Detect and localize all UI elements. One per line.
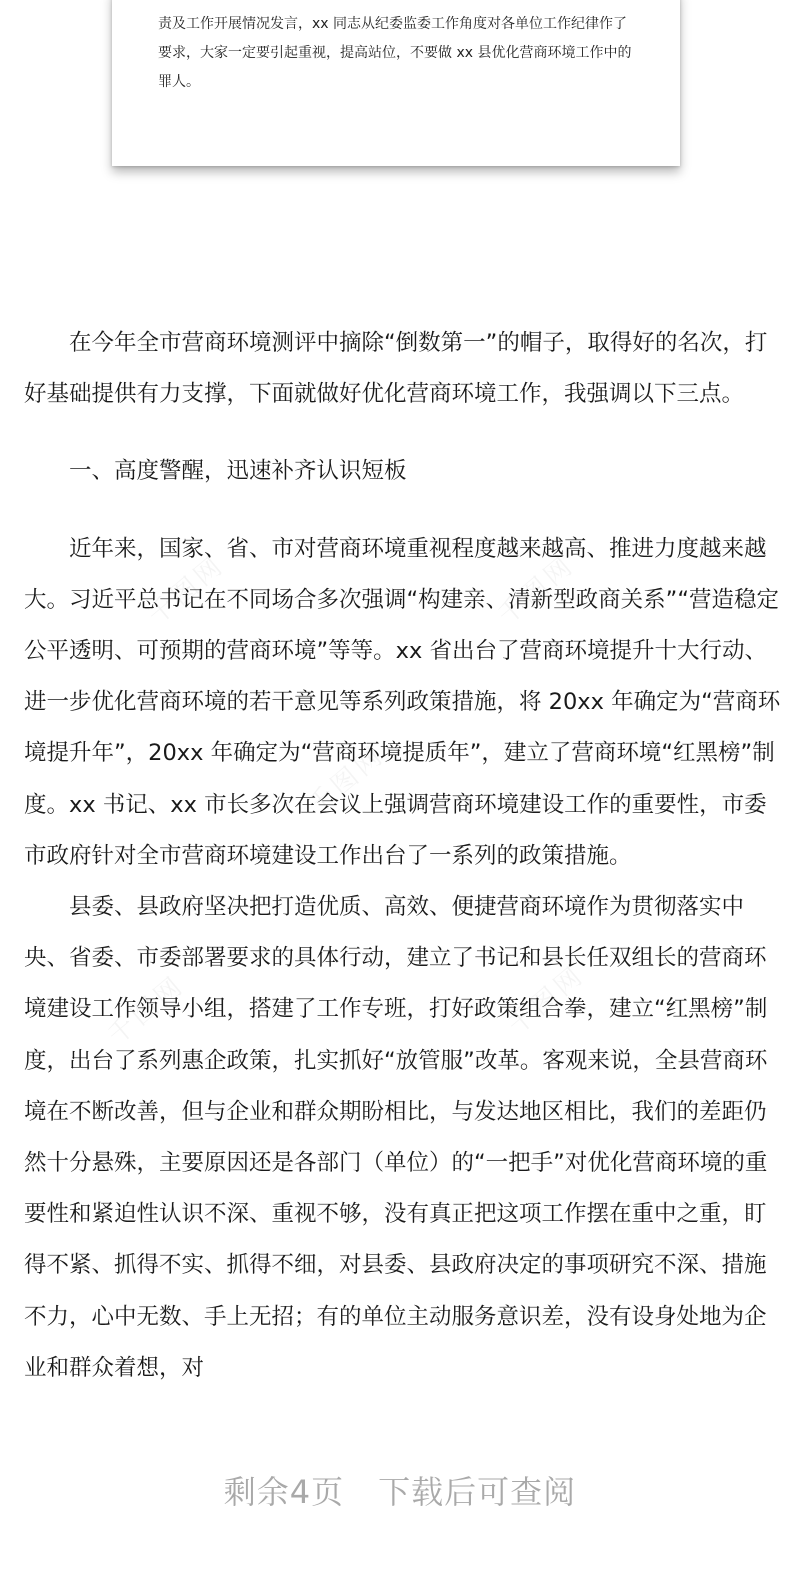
preview-card-text: 责及工作开展情况发言，xx 同志从纪委监委工作角度对各单位工作纪律作了要求，大家一定要引起重视，提高站位，不要做 xx 县优化营商环境工作中的罪人。 [158, 16, 632, 90]
preview-page-card [112, 0, 680, 166]
paragraph-intro: 在今年全市营商环境测评中摘除“倒数第一”的帽子，取得好的名次，打好基础提供有力支撑，下面就做好优化营商环境工作，我强调以下三点。 [24, 330, 768, 408]
paragraph-background: 近年来，国家、省、市对营商环境重视程度越来越高、推进力度越来越大。习近平总书记在不同场合多次强调“构建亲、清新型政商关系”“营造稳定公平透明、可预期的营商环境”等等。xx 省出台了营商环境提升十大行动、进一步优化营商环境的若干意见等系列政策措施，将 20xx 年确定为“营商环境提升年”，20xx 年确定为“营商环境提质年”，建立了营商环境“红黑榜”制度。xx 书记、xx 市长多次在会议上强调营商环境建设工作的重要性，市委市政府针对全市营商环境建设工作出台了一系列的政策措施。 [24, 535, 781, 869]
remaining-pages-label: 剩余4页 [223, 1473, 345, 1511]
paragraph-county: 县委、县政府坚决把打造优质、高效、便捷营商环境作为贯彻落实中央、省委、市委部署要求的具体行动，建立了书记和县长任双组长的营商环境建设工作领导小组，搭建了工作专班，打好政策组合拳，建立“红黑榜”制度，出台了系列惠企政策，扎实抓好“放管服”改革。客观来说，全县营商环境在不断改善，但与企业和群众期盼相比，与发达地区相比，我们的差距仍然十分悬殊，主要原因还是各部门（单位）的“一把手”对优化营商环境的重要性和紧迫性认识不深、重视不够，没有真正把这项工作摆在重中之重，盯得不紧、抓得不实、抓得不细，对县委、县政府决定的事项研究不深、措施不力，心中无数、手上无招；有的单位主动服务意识差，没有设身处地为企业和群众着想，对 [24, 894, 768, 1381]
download-hint-label: 下载后可查阅 [378, 1473, 577, 1511]
download-banner[interactable] [0, 1464, 800, 1520]
section-heading: 一、高度警醒，迅速补齐认识短板 [69, 458, 407, 485]
document-body [24, 318, 784, 1394]
